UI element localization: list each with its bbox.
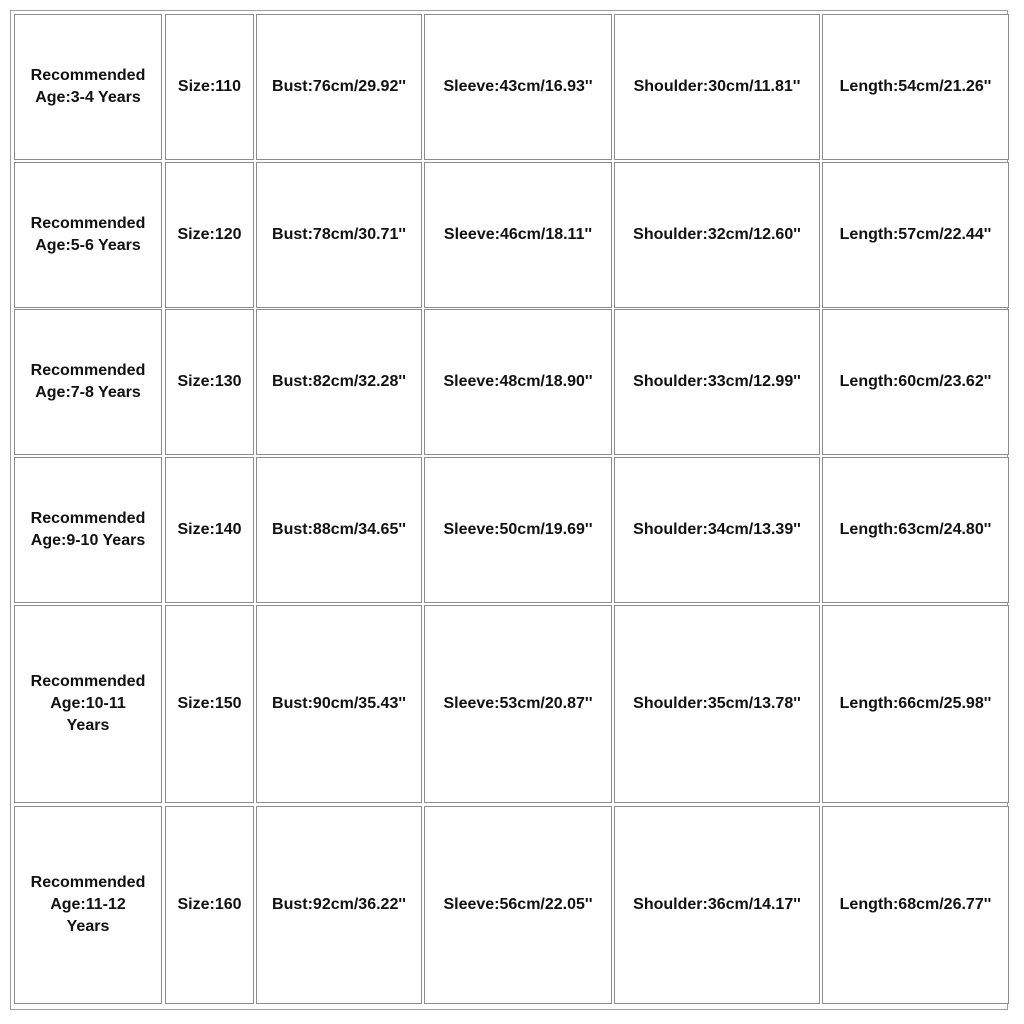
age-cell — [14, 162, 162, 308]
size-cell: Size:130 — [165, 309, 254, 455]
bust-cell: Bust:88cm/34.65'' — [256, 457, 422, 603]
size-cell: Size:110 — [165, 14, 254, 160]
shoulder-cell: Shoulder:33cm/12.99'' — [614, 309, 820, 455]
sleeve-cell: Sleeve:53cm/20.87'' — [424, 605, 612, 803]
age-line: Age:7-8 Years — [35, 384, 141, 401]
bust-cell: Bust:82cm/32.28'' — [256, 309, 422, 455]
age-line: Recommended — [30, 673, 146, 690]
age-cell — [14, 14, 162, 160]
age-cell — [14, 309, 162, 455]
length-cell: Length:60cm/23.62'' — [822, 309, 1009, 455]
shoulder-cell: Shoulder:34cm/13.39'' — [614, 457, 820, 603]
length-cell: Length:68cm/26.77'' — [822, 806, 1009, 1004]
age-cell — [14, 457, 162, 603]
length-cell: Length:54cm/21.26'' — [822, 14, 1009, 160]
shoulder-cell: Shoulder:32cm/12.60'' — [614, 162, 820, 308]
age-line: Recommended — [30, 510, 146, 527]
bust-cell: Bust:92cm/36.22'' — [256, 806, 422, 1004]
age-line: Recommended — [30, 362, 146, 379]
age-line: Age:3-4 Years — [35, 89, 141, 106]
age-line: Recommended — [30, 215, 146, 232]
age-line: Recommended — [30, 67, 146, 84]
age-cell — [14, 806, 162, 1004]
sleeve-cell: Sleeve:56cm/22.05'' — [424, 806, 612, 1004]
age-line: Age:5-6 Years — [35, 237, 141, 254]
size-chart-table — [10, 10, 1008, 1010]
shoulder-cell: Shoulder:36cm/14.17'' — [614, 806, 820, 1004]
sleeve-cell: Sleeve:46cm/18.11'' — [424, 162, 612, 308]
size-cell: Size:120 — [165, 162, 254, 308]
age-line: Years — [66, 918, 110, 935]
size-cell: Size:160 — [165, 806, 254, 1004]
sleeve-cell: Sleeve:50cm/19.69'' — [424, 457, 612, 603]
bust-cell: Bust:76cm/29.92'' — [256, 14, 422, 160]
length-cell: Length:57cm/22.44'' — [822, 162, 1009, 308]
sleeve-cell: Sleeve:43cm/16.93'' — [424, 14, 612, 160]
age-line: Age:10-11 — [50, 695, 126, 712]
size-cell: Size:140 — [165, 457, 254, 603]
length-cell: Length:63cm/24.80'' — [822, 457, 1009, 603]
bust-cell: Bust:90cm/35.43'' — [256, 605, 422, 803]
size-cell: Size:150 — [165, 605, 254, 803]
age-line: Age:11-12 — [50, 896, 126, 913]
sleeve-cell: Sleeve:48cm/18.90'' — [424, 309, 612, 455]
shoulder-cell: Shoulder:30cm/11.81'' — [614, 14, 820, 160]
age-line: Years — [66, 717, 110, 734]
age-cell — [14, 605, 162, 803]
shoulder-cell: Shoulder:35cm/13.78'' — [614, 605, 820, 803]
age-line: Age:9-10 Years — [30, 532, 146, 549]
age-line: Recommended — [30, 874, 146, 891]
bust-cell: Bust:78cm/30.71'' — [256, 162, 422, 308]
length-cell: Length:66cm/25.98'' — [822, 605, 1009, 803]
